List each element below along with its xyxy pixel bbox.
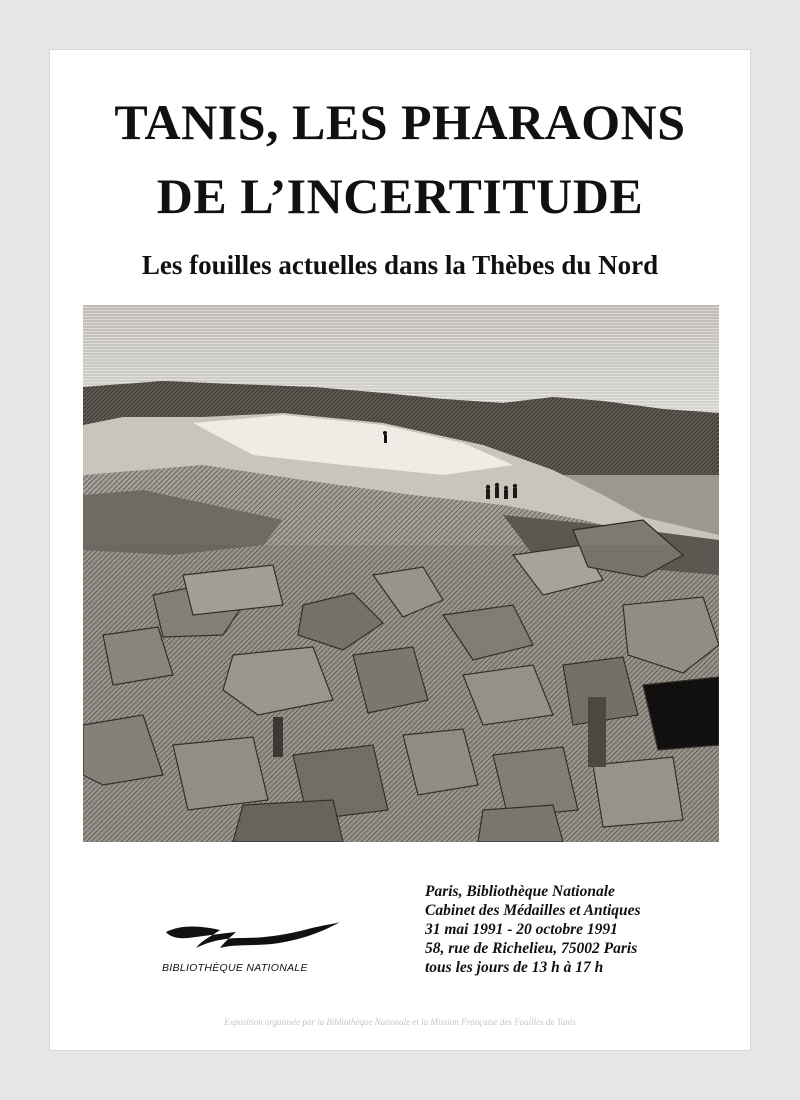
poster-title-line1: TANIS, LES PHARAONS bbox=[114, 94, 686, 150]
footer-credit: Exposition organisée par la Bibliothèque Nationale et la Mission Française des Fouilles de Tanis bbox=[224, 1017, 576, 1027]
engraving-illustration bbox=[83, 305, 719, 842]
poster-title-line2: DE L’INCERTITUDE bbox=[156, 168, 644, 224]
info-line-address: 58, rue de Richelieu, 75002 Paris bbox=[425, 940, 638, 957]
info-line-hours: tous les jours de 13 h à 17 h bbox=[425, 959, 604, 976]
poster bbox=[50, 50, 750, 1050]
logo-text: BIBLIOTHÈQUE NATIONALE bbox=[162, 962, 308, 974]
info-line-department: Cabinet des Médailles et Antiques bbox=[425, 902, 641, 919]
bibliotheque-nationale-logo bbox=[162, 918, 342, 988]
info-line-venue: Paris, Bibliothèque Nationale bbox=[425, 883, 615, 900]
info-line-dates: 31 mai 1991 - 20 octobre 1991 bbox=[425, 921, 618, 938]
poster-subtitle: Les fouilles actuelles dans la Thèbes du Nord bbox=[141, 250, 659, 280]
bibliotheque-nationale-logo-icon bbox=[162, 918, 342, 958]
exhibition-info bbox=[425, 882, 725, 977]
